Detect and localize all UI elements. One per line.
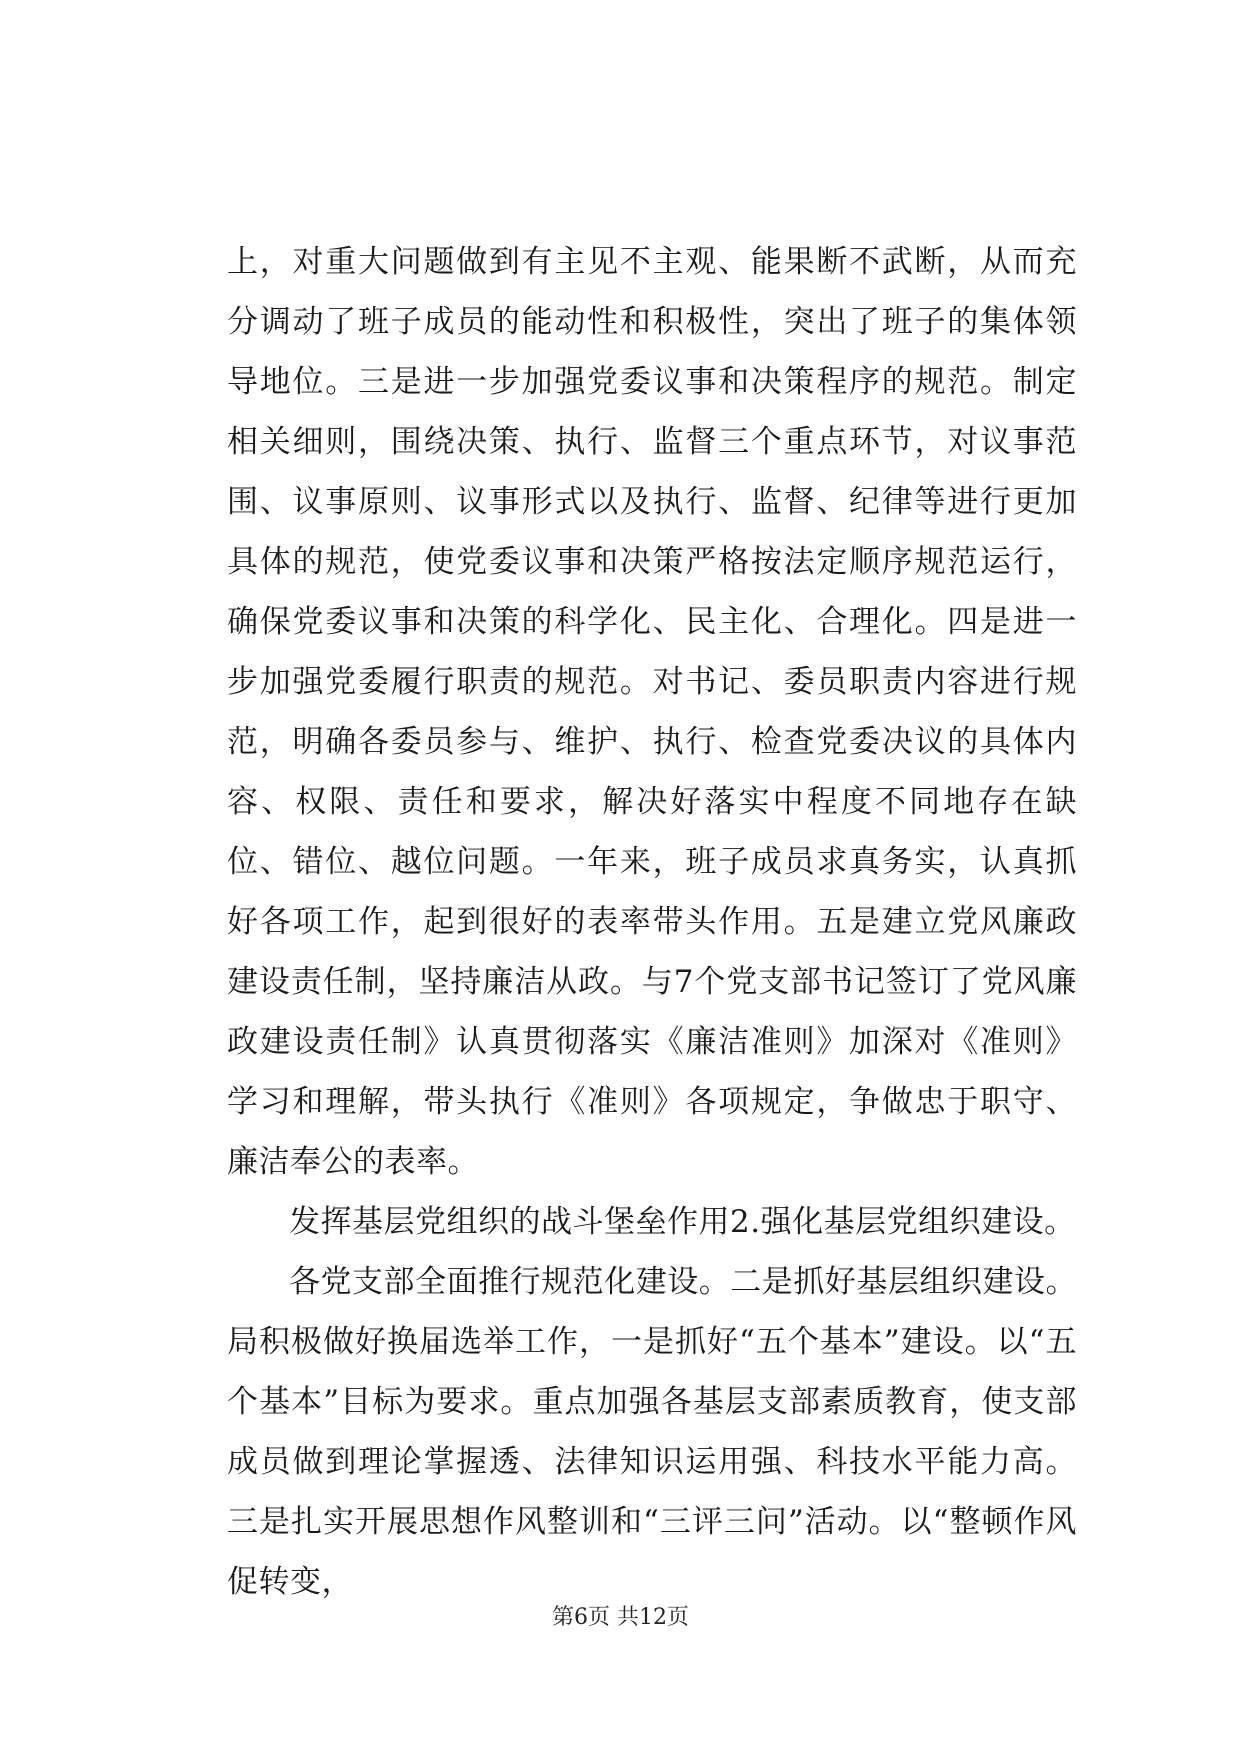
paragraph-2: 发挥基层党组织的战斗堡垒作用2.强化基层党组织建设。 — [289, 1204, 1076, 1240]
paragraph-1: 上，对重大问题做到有主见不主观、能果断不武断，从而充分调动了班子成员的能动性和积极性，突出了班子的集体领导地位。三是进一步加强党委议事和决策程序的规范。制定相关细则，围绕决策、执行、监督三个重点环节，对议事范围、议事原则、议事形式以及执行、监督、纪律等进行更加具体的规范，使党委议事和决策严格按法定顺序规范运行，确保党委议事和决策的科学化、民主化、合理化。四是进一步加强党委履行职责的规范。对书记、委员职责内容进行规范，明确各委员参与、维护、执行、检查党委决议的具体内容、权限、责任和要求，解决好落实中程度不同地存在缺位、错位、越位问题。一年来，班子成员求真务实，认真抓好各项工作，起到很好的表率带头作用。五是建立党风廉政建设责任制，坚持廉洁从政。与7个党支部书记签订了党风廉政建设责任制》认真贯彻落实《廉洁准则》加深对《准则》学习和理解，带头执行《准则》各项规定，争做忠于职守、廉洁奉公的表率。 — [227, 244, 1077, 1180]
page-number-footer: 第6页 共12页 — [552, 1605, 689, 1630]
paragraph-3: 各党支部全面推行规范化建设。二是抓好基层组织建设。局积极做好换届选举工作，一是抓好“五个基本”建设。以“五个基本”目标为要求。重点加强各基层支部素质教育，使支部成员做到理论掌握透、法律知识运用强、科技水平能力高。三是扎实开展思想作风整训和“三评三问”活动。以“整顿作风促转变， — [227, 1264, 1077, 1600]
document-body — [227, 232, 1077, 1612]
